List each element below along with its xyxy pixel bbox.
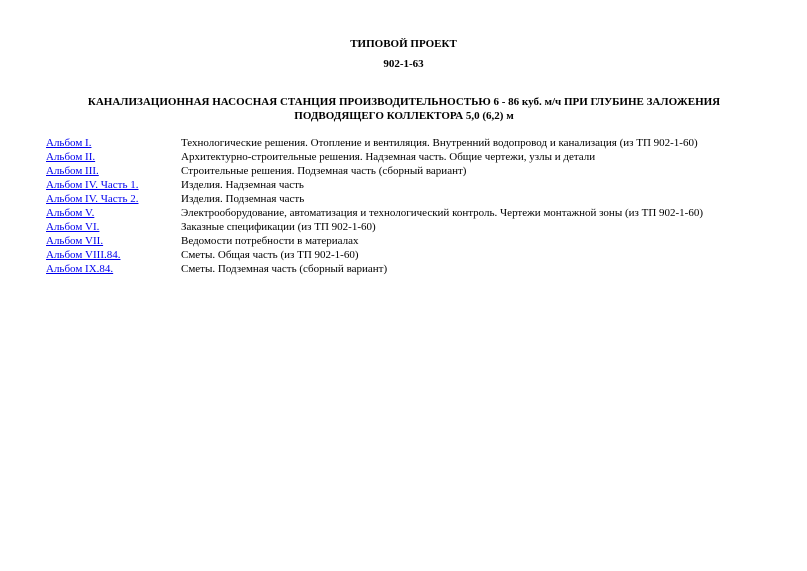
album-description: Сметы. Подземная часть (сборный вариант) (181, 263, 388, 275)
album-row (46, 136, 786, 150)
album-description: Строительные решения. Подземная часть (сборный вариант) (181, 165, 467, 177)
album-row (46, 248, 786, 262)
album-link-5[interactable]: Альбом V. (46, 207, 95, 219)
album-link-9[interactable]: Альбом IX.84. (46, 263, 114, 275)
album-link-4-part-2[interactable]: Альбом IV. Часть 2. (46, 193, 139, 205)
album-description: Заказные спецификации (из ТП 902-1-60) (181, 221, 376, 233)
album-description: Ведомости потребности в материалах (181, 235, 359, 247)
album-description: Технологические решения. Отопление и вентиляция. Внутренний водопровод и канализация (из ТП 902-1-60) (181, 137, 698, 149)
album-row (46, 220, 786, 234)
album-row (46, 150, 786, 164)
album-row (46, 262, 786, 276)
album-link-4-part-1[interactable]: Альбом IV. Часть 1. (46, 179, 139, 191)
album-description: Изделия. Подземная часть (181, 193, 305, 205)
album-row (46, 192, 786, 206)
album-description: Электрооборудование, автоматизация и технологический контроль. Чертежи монтажной зоны (из ТП 902-1-60) (181, 207, 704, 219)
album-row (46, 164, 786, 178)
album-link-3[interactable]: Альбом III. (46, 165, 99, 177)
album-link-7[interactable]: Альбом VII. (46, 235, 104, 247)
album-row (46, 234, 786, 248)
project-title: КАНАЛИЗАЦИОННАЯ НАСОСНАЯ СТАНЦИЯ ПРОИЗВОДИТЕЛЬНОСТЬЮ 6 - 86 куб. м/ч ПРИ ГЛУБИНЕ ЗАЛОЖЕНИЯ ПОДВОДЯЩЕГО КОЛЛЕКТОРА 5,0 (6,2) м (87, 96, 721, 122)
document-type-heading: ТИПОВОЙ ПРОЕКТ (350, 38, 457, 50)
album-link-1[interactable]: Альбом I. (46, 137, 92, 149)
album-list (46, 136, 786, 276)
album-link-6[interactable]: Альбом VI. (46, 221, 100, 233)
album-description: Изделия. Надземная часть (181, 179, 304, 191)
album-description: Сметы. Общая часть (из ТП 902-1-60) (181, 249, 359, 261)
album-link-8[interactable]: Альбом VIII.84. (46, 249, 121, 261)
album-description: Архитектурно-строительные решения. Надземная часть. Общие чертежи, узлы и детали (181, 151, 596, 163)
album-link-2[interactable]: Альбом II. (46, 151, 96, 163)
album-row (46, 178, 786, 192)
album-row (46, 206, 786, 220)
project-number-heading: 902-1-63 (383, 58, 424, 70)
